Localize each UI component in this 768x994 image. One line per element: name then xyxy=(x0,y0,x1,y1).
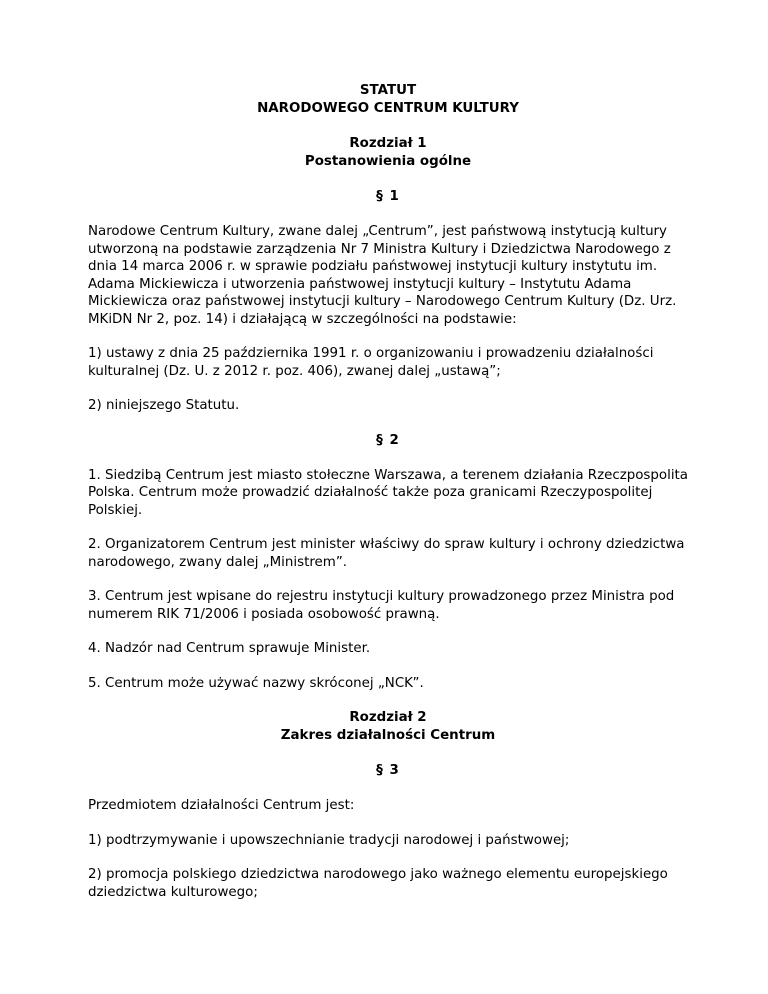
chapter-1-number: Rozdział 1 xyxy=(349,136,427,151)
document-title xyxy=(88,82,688,118)
section-3-mark: § 3 xyxy=(376,763,400,778)
section-2-point-3: 3. Centrum jest wpisane do rejestru instytucji kultury prowadzonego przez Ministra pod numerem RIK 71/2006 i posiada osobowość prawną. xyxy=(88,589,675,622)
chapter-2-heading xyxy=(88,709,688,745)
document-page xyxy=(88,82,688,918)
section-2-point-2: 2. Organizatorem Centrum jest minister właściwy do spraw kultury i ochrony dziedzictwa narodowego, zwany dalej „Ministrem”. xyxy=(88,537,685,570)
section-3-point-1: 1) podtrzymywanie i upowszechnianie tradycji narodowej i państwowej; xyxy=(88,832,570,848)
title-line-2: NARODOWEGO CENTRUM KULTURY xyxy=(257,101,519,116)
section-2-point-4: 4. Nadzór nad Centrum sprawuje Minister. xyxy=(88,641,371,656)
section-2-point-1: 1. Siedzibą Centrum jest miasto stołeczne Warszawa, a terenem działania Rzeczpospolita Polska. Centrum może prowadzić działalność także poza granicami Rzeczypospolitej Polskiej. xyxy=(88,467,689,518)
section-3-point-2: 2) promocja polskiego dziedzictwa narodowego jako ważnego elementu europejskiego dziedzictwa kulturowego; xyxy=(88,867,668,900)
section-2-point-5: 5. Centrum może używać nazwy skróconej „NCK”. xyxy=(88,675,424,691)
section-3-intro: Przedmiotem działalności Centrum jest: xyxy=(88,798,355,813)
chapter-1-title: Postanowienia ogólne xyxy=(304,154,472,169)
section-1-mark: § 1 xyxy=(376,189,400,204)
section-2-mark: § 2 xyxy=(376,432,400,448)
chapter-1-heading xyxy=(88,135,688,171)
section-1-point-1: 1) ustawy z dnia 25 października 1991 r. o organizowaniu i prowadzeniu działalności kulturalnej (Dz. U. z 2012 r. poz. 406), zwanej dalej „ustawą”; xyxy=(88,346,654,379)
title-line-1: STATUT xyxy=(359,83,417,98)
chapter-2-number: Rozdział 2 xyxy=(349,710,427,725)
chapter-2-title: Zakres działalności Centrum xyxy=(280,728,496,743)
section-1-point-2: 2) niniejszego Statutu. xyxy=(88,398,240,413)
section-1-intro: Narodowe Centrum Kultury, zwane dalej „Centrum”, jest państwową instytucją kultury utworzoną na podstawie zarządzenia Nr 7 Ministra Kultury i Dziedzictwa Narodowego z dnia 14 marca 2006 r. w sprawie podziału państwowej instytucji kultury instytutu im. Adama Mickiewicza i utworzenia państwowej instytucji kultury – Instytutu Adama Mickiewicza oraz państwowej instytucji kultury – Narodowego Centrum Kultury (Dz. Urz. MKiDN Nr 2, poz. 14) i działającą w szczególności na podstawie: xyxy=(88,224,677,327)
